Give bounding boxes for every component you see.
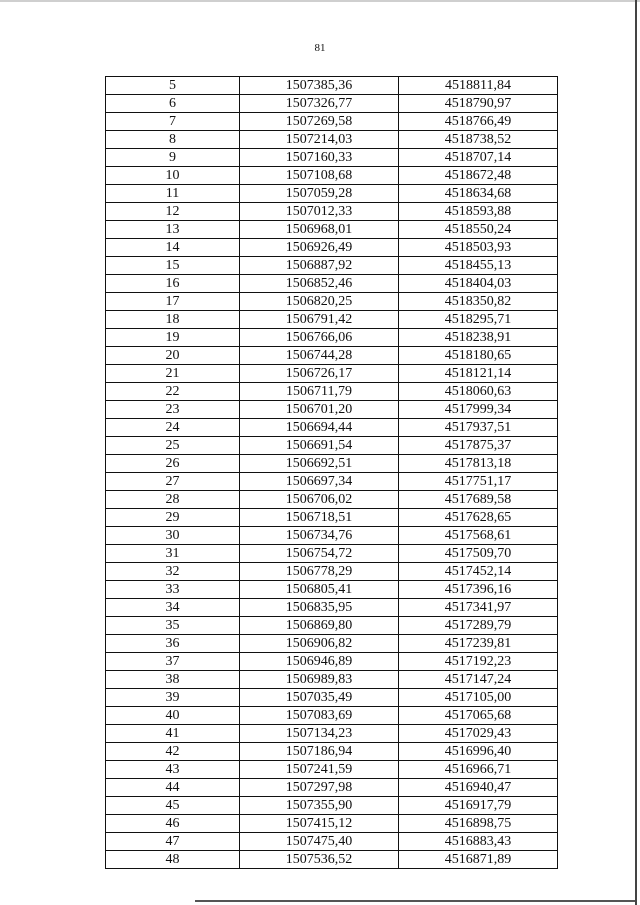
scan-edge-right: [635, 0, 637, 905]
y-coordinate-cell: 4518811,84: [399, 77, 558, 95]
x-coordinate-cell: 1506726,17: [240, 365, 399, 383]
x-coordinate-cell: 1506946,89: [240, 653, 399, 671]
table-row: [106, 635, 558, 653]
point-number-cell: 19: [106, 329, 240, 347]
table-row: [106, 509, 558, 527]
point-number-cell: 22: [106, 383, 240, 401]
x-coordinate-cell: 1506820,25: [240, 293, 399, 311]
table-row: [106, 617, 558, 635]
x-coordinate-cell: 1506718,51: [240, 509, 399, 527]
table-row: [106, 473, 558, 491]
table-row: [106, 653, 558, 671]
y-coordinate-cell: 4516996,40: [399, 743, 558, 761]
table-row: [106, 293, 558, 311]
y-coordinate-cell: 4516883,43: [399, 833, 558, 851]
y-coordinate-cell: 4518238,91: [399, 329, 558, 347]
table-row: [106, 149, 558, 167]
y-coordinate-cell: 4517029,43: [399, 725, 558, 743]
y-coordinate-cell: 4518060,63: [399, 383, 558, 401]
point-number-cell: 39: [106, 689, 240, 707]
x-coordinate-cell: 1506734,76: [240, 527, 399, 545]
point-number-cell: 42: [106, 743, 240, 761]
page-number: 81: [314, 42, 326, 54]
table-row: [106, 203, 558, 221]
table-row: [106, 329, 558, 347]
y-coordinate-cell: 4518404,03: [399, 275, 558, 293]
point-number-cell: 20: [106, 347, 240, 365]
table-row: [106, 131, 558, 149]
y-coordinate-cell: 4518350,82: [399, 293, 558, 311]
x-coordinate-cell: 1506887,92: [240, 257, 399, 275]
y-coordinate-cell: 4518180,65: [399, 347, 558, 365]
table-row: [106, 545, 558, 563]
table-row: [106, 185, 558, 203]
point-number-cell: 32: [106, 563, 240, 581]
table-row: [106, 581, 558, 599]
x-coordinate-cell: 1506835,95: [240, 599, 399, 617]
table-row: [106, 599, 558, 617]
y-coordinate-cell: 4517147,24: [399, 671, 558, 689]
y-coordinate-cell: 4518790,97: [399, 95, 558, 113]
point-number-cell: 13: [106, 221, 240, 239]
table-row: [106, 815, 558, 833]
x-coordinate-cell: 1507385,36: [240, 77, 399, 95]
y-coordinate-cell: 4516917,79: [399, 797, 558, 815]
point-number-cell: 33: [106, 581, 240, 599]
table-row: [106, 725, 558, 743]
point-number-cell: 10: [106, 167, 240, 185]
y-coordinate-cell: 4517105,00: [399, 689, 558, 707]
point-number-cell: 29: [106, 509, 240, 527]
point-number-cell: 31: [106, 545, 240, 563]
y-coordinate-cell: 4517689,58: [399, 491, 558, 509]
x-coordinate-cell: 1507355,90: [240, 797, 399, 815]
table-row: [106, 347, 558, 365]
point-number-cell: 8: [106, 131, 240, 149]
x-coordinate-cell: 1507297,98: [240, 779, 399, 797]
point-number-cell: 23: [106, 401, 240, 419]
scan-edge-top: [0, 0, 640, 2]
y-coordinate-cell: 4518550,24: [399, 221, 558, 239]
x-coordinate-cell: 1507012,33: [240, 203, 399, 221]
x-coordinate-cell: 1506691,54: [240, 437, 399, 455]
table-row: [106, 95, 558, 113]
table-row: [106, 671, 558, 689]
scan-edge-bottom: [195, 900, 635, 902]
x-coordinate-cell: 1507475,40: [240, 833, 399, 851]
y-coordinate-cell: 4517568,61: [399, 527, 558, 545]
point-number-cell: 17: [106, 293, 240, 311]
coordinates-table-body: [106, 77, 558, 869]
table-row: [106, 275, 558, 293]
y-coordinate-cell: 4517396,16: [399, 581, 558, 599]
table-row: [106, 761, 558, 779]
x-coordinate-cell: 1506744,28: [240, 347, 399, 365]
x-coordinate-cell: 1507269,58: [240, 113, 399, 131]
x-coordinate-cell: 1507059,28: [240, 185, 399, 203]
x-coordinate-cell: 1507214,03: [240, 131, 399, 149]
table-row: [106, 833, 558, 851]
x-coordinate-cell: 1506778,29: [240, 563, 399, 581]
point-number-cell: 5: [106, 77, 240, 95]
x-coordinate-cell: 1506694,44: [240, 419, 399, 437]
y-coordinate-cell: 4518634,68: [399, 185, 558, 203]
y-coordinate-cell: 4518672,48: [399, 167, 558, 185]
y-coordinate-cell: 4516966,71: [399, 761, 558, 779]
y-coordinate-cell: 4517509,70: [399, 545, 558, 563]
y-coordinate-cell: 4518455,13: [399, 257, 558, 275]
point-number-cell: 28: [106, 491, 240, 509]
point-number-cell: 30: [106, 527, 240, 545]
table-row: [106, 77, 558, 95]
x-coordinate-cell: 1507083,69: [240, 707, 399, 725]
point-number-cell: 6: [106, 95, 240, 113]
x-coordinate-cell: 1506906,82: [240, 635, 399, 653]
point-number-cell: 27: [106, 473, 240, 491]
x-coordinate-cell: 1506711,79: [240, 383, 399, 401]
y-coordinate-cell: 4516871,89: [399, 851, 558, 869]
table-row: [106, 707, 558, 725]
point-number-cell: 14: [106, 239, 240, 257]
x-coordinate-cell: 1506754,72: [240, 545, 399, 563]
y-coordinate-cell: 4516940,47: [399, 779, 558, 797]
point-number-cell: 35: [106, 617, 240, 635]
point-number-cell: 12: [106, 203, 240, 221]
table-row: [106, 455, 558, 473]
table-row: [106, 257, 558, 275]
y-coordinate-cell: 4518503,93: [399, 239, 558, 257]
x-coordinate-cell: 1507186,94: [240, 743, 399, 761]
x-coordinate-cell: 1506805,41: [240, 581, 399, 599]
table-row: [106, 239, 558, 257]
coordinates-table: [105, 76, 558, 869]
point-number-cell: 34: [106, 599, 240, 617]
table-row: [106, 221, 558, 239]
point-number-cell: 44: [106, 779, 240, 797]
table-row: [106, 419, 558, 437]
x-coordinate-cell: 1506697,34: [240, 473, 399, 491]
y-coordinate-cell: 4517875,37: [399, 437, 558, 455]
y-coordinate-cell: 4517065,68: [399, 707, 558, 725]
y-coordinate-cell: 4518766,49: [399, 113, 558, 131]
point-number-cell: 16: [106, 275, 240, 293]
x-coordinate-cell: 1507326,77: [240, 95, 399, 113]
table-row: [106, 491, 558, 509]
table-row: [106, 113, 558, 131]
point-number-cell: 9: [106, 149, 240, 167]
y-coordinate-cell: 4518707,14: [399, 149, 558, 167]
y-coordinate-cell: 4517751,17: [399, 473, 558, 491]
x-coordinate-cell: 1506989,83: [240, 671, 399, 689]
point-number-cell: 46: [106, 815, 240, 833]
y-coordinate-cell: 4518121,14: [399, 365, 558, 383]
table-row: [106, 563, 558, 581]
x-coordinate-cell: 1506968,01: [240, 221, 399, 239]
point-number-cell: 25: [106, 437, 240, 455]
x-coordinate-cell: 1507035,49: [240, 689, 399, 707]
table-row: [106, 851, 558, 869]
point-number-cell: 37: [106, 653, 240, 671]
y-coordinate-cell: 4517239,81: [399, 635, 558, 653]
y-coordinate-cell: 4516898,75: [399, 815, 558, 833]
point-number-cell: 24: [106, 419, 240, 437]
y-coordinate-cell: 4518295,71: [399, 311, 558, 329]
table-row: [106, 311, 558, 329]
x-coordinate-cell: 1506869,80: [240, 617, 399, 635]
point-number-cell: 15: [106, 257, 240, 275]
table-row: [106, 383, 558, 401]
point-number-cell: 11: [106, 185, 240, 203]
point-number-cell: 38: [106, 671, 240, 689]
x-coordinate-cell: 1507160,33: [240, 149, 399, 167]
y-coordinate-cell: 4518593,88: [399, 203, 558, 221]
x-coordinate-cell: 1506852,46: [240, 275, 399, 293]
point-number-cell: 43: [106, 761, 240, 779]
y-coordinate-cell: 4517999,34: [399, 401, 558, 419]
x-coordinate-cell: 1507536,52: [240, 851, 399, 869]
table-row: [106, 689, 558, 707]
point-number-cell: 41: [106, 725, 240, 743]
x-coordinate-cell: 1506701,20: [240, 401, 399, 419]
point-number-cell: 7: [106, 113, 240, 131]
x-coordinate-cell: 1506766,06: [240, 329, 399, 347]
point-number-cell: 36: [106, 635, 240, 653]
x-coordinate-cell: 1506791,42: [240, 311, 399, 329]
table-row: [106, 437, 558, 455]
y-coordinate-cell: 4517628,65: [399, 509, 558, 527]
point-number-cell: 26: [106, 455, 240, 473]
table-row: [106, 167, 558, 185]
point-number-cell: 18: [106, 311, 240, 329]
table-row: [106, 743, 558, 761]
y-coordinate-cell: 4517289,79: [399, 617, 558, 635]
table-row: [106, 527, 558, 545]
y-coordinate-cell: 4517452,14: [399, 563, 558, 581]
y-coordinate-cell: 4517937,51: [399, 419, 558, 437]
y-coordinate-cell: 4518738,52: [399, 131, 558, 149]
x-coordinate-cell: 1507241,59: [240, 761, 399, 779]
x-coordinate-cell: 1507415,12: [240, 815, 399, 833]
table-row: [106, 401, 558, 419]
table-row: [106, 779, 558, 797]
x-coordinate-cell: 1506706,02: [240, 491, 399, 509]
point-number-cell: 47: [106, 833, 240, 851]
table-row: [106, 365, 558, 383]
x-coordinate-cell: 1506926,49: [240, 239, 399, 257]
point-number-cell: 48: [106, 851, 240, 869]
x-coordinate-cell: 1507134,23: [240, 725, 399, 743]
point-number-cell: 40: [106, 707, 240, 725]
x-coordinate-cell: 1507108,68: [240, 167, 399, 185]
y-coordinate-cell: 4517813,18: [399, 455, 558, 473]
point-number-cell: 21: [106, 365, 240, 383]
y-coordinate-cell: 4517192,23: [399, 653, 558, 671]
x-coordinate-cell: 1506692,51: [240, 455, 399, 473]
y-coordinate-cell: 4517341,97: [399, 599, 558, 617]
point-number-cell: 45: [106, 797, 240, 815]
table-row: [106, 797, 558, 815]
